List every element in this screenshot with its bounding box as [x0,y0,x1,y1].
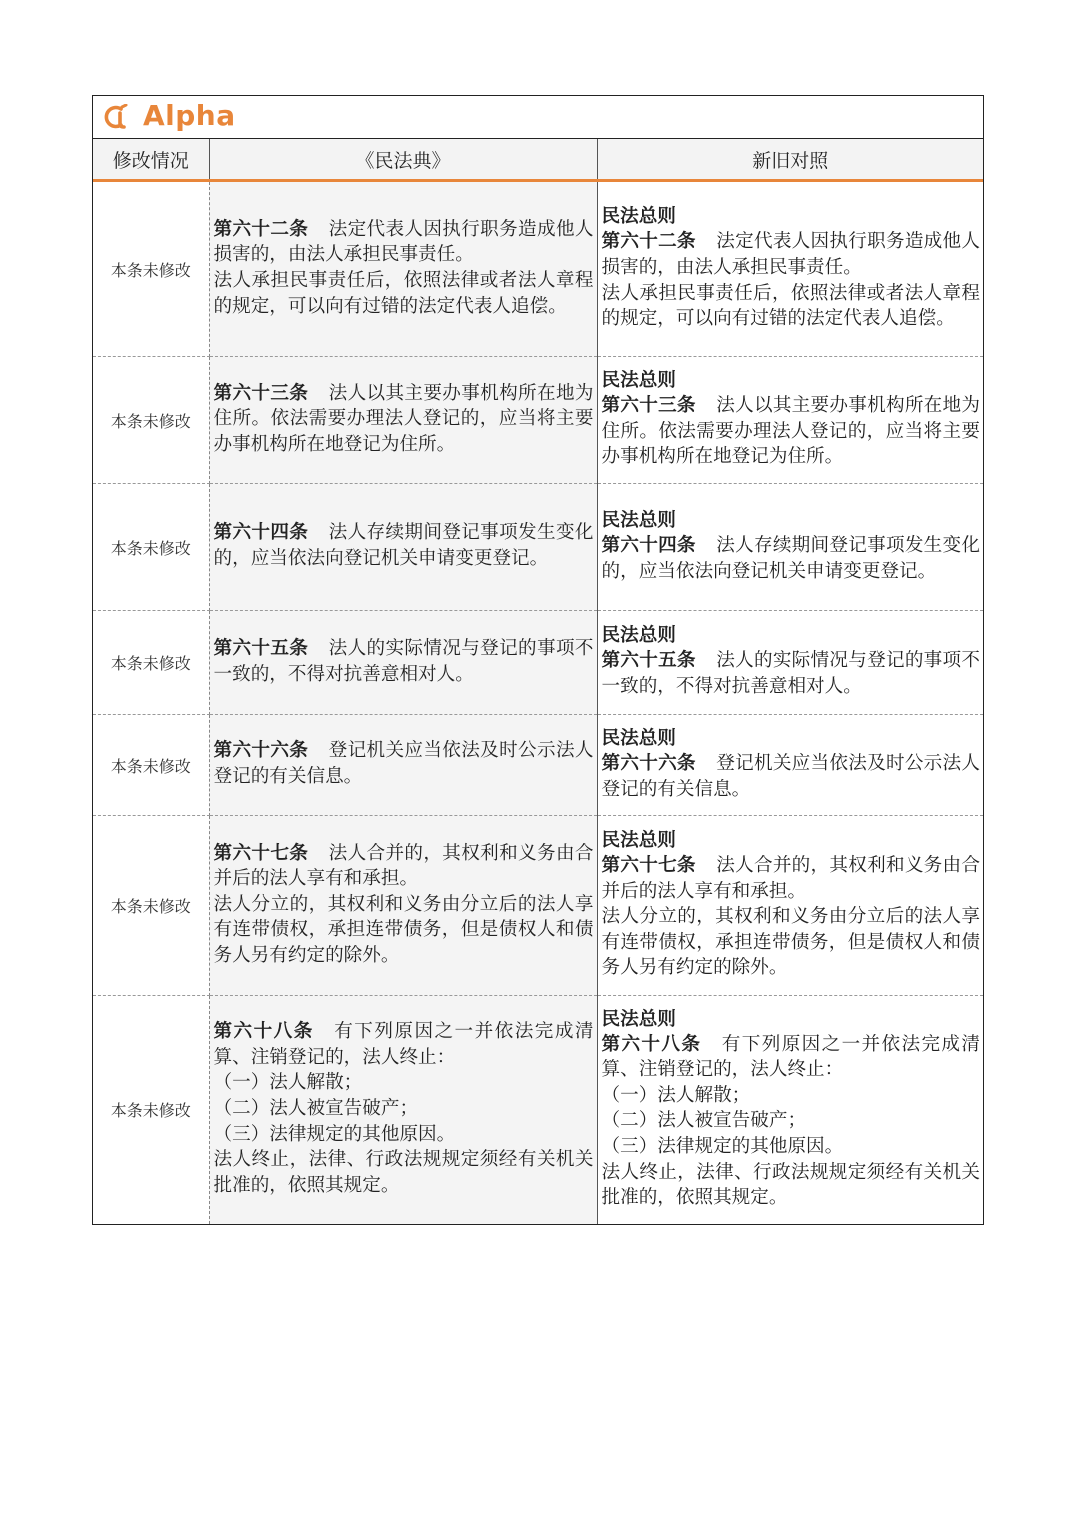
article-sentence: （二）法人被宣告破产； [601,1110,807,1132]
article-text [602,393,981,470]
article-sentence: 法人终止，法律、行政法规规定须经有关机关批准的，依照其规定。 [213,1149,594,1196]
article-sentence: 有下列原因之一并依法完成清算、注销登记的，法人终止： [213,1021,594,1068]
article-paragraph [602,229,981,280]
article-paragraph [214,841,594,892]
status-cell: 本条未修改 [93,996,209,1224]
article-text [602,533,981,584]
article-paragraph [214,1147,594,1198]
source-law-title: 民法总则 [601,370,676,392]
article-number: 第六十三条 [601,395,696,417]
article-paragraph [602,533,981,584]
article-paragraph [214,268,594,319]
civil-code-cell [209,996,597,1224]
header-status: 修改情况 [93,139,209,181]
comparison-table [93,139,983,1224]
article-sentence: 法定代表人因执行职务造成他人损害的，由法人承担民事责任。 [213,218,594,266]
article-number: 第六十二条 [213,218,309,240]
table-row [93,816,983,996]
status-cell: 本条未修改 [93,357,209,484]
article-text [214,520,594,571]
article-sentence: 法人存续期间登记事项发生变化的，应当依法向登记机关申请变更登记。 [213,522,594,569]
article-paragraph [214,1019,594,1070]
article-paragraph [602,648,981,699]
article-sentence: 法人承担民事责任后，依照法律或者法人章程的规定，可以向有过错的法定代表人追偿。 [601,282,980,330]
table-row [93,996,983,1224]
article-number: 第六十七条 [601,855,696,877]
table-row [93,715,983,816]
header-civil-code: 《民法典》 [209,139,597,181]
article-sentence: 法人的实际情况与登记的事项不一致的，不得对抗善意相对人。 [213,637,594,685]
table-row [93,357,983,484]
article-paragraph [602,1160,981,1211]
article-number: 第六十八条 [601,1033,702,1055]
civil-code-cell [209,484,597,611]
article-sentence: （三）法律规定的其他原因。 [213,1123,456,1145]
article-text [602,648,981,699]
article-sentence: 法人分立的，其权利和义务由分立后的法人享有连带债权，承担连带债务，但是债权人和债务人另有约定的除外。 [601,906,980,979]
article-text [214,636,594,687]
table-body [93,181,983,1224]
article-sentence: 登记机关应当依法及时公示法人登记的有关信息。 [601,752,980,800]
civil-code-cell [209,357,597,484]
comparison-cell [597,484,983,611]
status-cell: 本条未修改 [93,181,209,357]
civil-code-cell [209,611,597,715]
article-sentence: 登记机关应当依法及时公示法人登记的有关信息。 [213,740,594,787]
comparison-cell [597,996,983,1224]
article-text [602,751,981,802]
article-paragraph [214,738,594,789]
article-paragraph [214,217,594,268]
article-text [602,1032,981,1211]
article-sentence: 法人合并的，其权利和义务由合并后的法人享有和承担。 [601,855,980,902]
article-paragraph [602,853,981,904]
article-number: 第六十六条 [213,740,309,762]
article-text [602,229,981,331]
article-paragraph [602,1083,981,1109]
article-sentence: （二）法人被宣告破产； [213,1097,419,1119]
article-sentence: 法人以其主要办事机构所在地为住所。依法需要办理法人登记的，应当将主要办事机构所在地登记为住所。 [601,395,980,468]
article-paragraph [602,1134,981,1160]
table-row [93,484,983,611]
source-law-title: 民法总则 [601,1008,676,1030]
article-number: 第六十五条 [601,650,696,672]
article-paragraph [214,1122,594,1148]
status-cell: 本条未修改 [93,715,209,816]
article-sentence: 法人承担民事责任后，依照法律或者法人章程的规定，可以向有过错的法定代表人追偿。 [213,270,594,317]
article-text [602,853,981,981]
comparison-cell [597,357,983,484]
article-sentence: 法定代表人因执行职务造成他人损害的，由法人承担民事责任。 [601,231,980,278]
article-text [214,1019,594,1198]
article-paragraph [214,892,594,969]
article-sentence: 法人终止，法律、行政法规规定须经有关机关批准的，依照其规定。 [601,1161,980,1209]
article-paragraph [214,381,594,458]
article-paragraph [602,393,981,470]
article-number: 第六十六条 [601,752,696,774]
source-law-title: 民法总则 [601,206,676,228]
article-paragraph [214,1070,594,1096]
article-sentence: 法人存续期间登记事项发生变化的，应当依法向登记机关申请变更登记。 [601,534,980,582]
article-number: 第六十二条 [601,231,696,253]
article-paragraph [214,636,594,687]
article-number: 第六十七条 [213,842,309,864]
alpha-logo-icon [101,104,129,130]
article-paragraph [602,904,981,981]
article-sentence: （一）法人解散； [213,1072,363,1094]
comparison-cell [597,611,983,715]
table-row [93,181,983,357]
comparison-cell [597,181,983,357]
source-law-title: 民法总则 [601,830,676,852]
source-law-title: 民法总则 [601,625,676,647]
article-text [214,738,594,789]
article-text [214,841,594,969]
article-text [214,381,594,458]
source-law-title: 民法总则 [601,509,676,531]
source-law-title: 民法总则 [601,727,676,749]
table-row [93,611,983,715]
civil-code-cell [209,816,597,996]
table-header-row [93,139,983,181]
brand-name: Alpha [143,99,236,132]
article-paragraph [214,1096,594,1122]
article-paragraph [602,281,981,332]
article-text [214,217,594,319]
comparison-cell [597,816,983,996]
status-cell: 本条未修改 [93,484,209,611]
brand-header [93,96,983,139]
article-number: 第六十八条 [213,1021,314,1043]
article-sentence: 法人分立的，其权利和义务由分立后的法人享有连带债权，承担连带债务，但是债权人和债务人另有约定的除外。 [213,893,594,966]
article-number: 第六十四条 [213,522,309,544]
article-sentence: 法人以其主要办事机构所在地为住所。依法需要办理法人登记的，应当将主要办事机构所在地登记为住所。 [213,382,594,455]
article-sentence: 有下列原因之一并依法完成清算、注销登记的，法人终止： [601,1033,980,1081]
article-paragraph [214,520,594,571]
article-paragraph [602,1032,981,1083]
article-paragraph [602,751,981,802]
status-cell: 本条未修改 [93,611,209,715]
article-sentence: 法人的实际情况与登记的事项不一致的，不得对抗善意相对人。 [601,650,980,697]
article-number: 第六十五条 [213,637,309,659]
article-sentence: 法人合并的，其权利和义务由合并后的法人享有和承担。 [213,842,594,890]
civil-code-cell [209,181,597,357]
status-cell: 本条未修改 [93,816,209,996]
comparison-cell [597,715,983,816]
civil-code-cell [209,715,597,816]
header-comparison: 新旧对照 [597,139,983,181]
article-sentence: （一）法人解散； [601,1084,751,1106]
article-number: 第六十三条 [213,382,309,404]
article-paragraph [602,1108,981,1134]
article-sentence: （三）法律规定的其他原因。 [601,1136,844,1158]
article-number: 第六十四条 [601,534,696,556]
comparison-document [92,95,984,1225]
